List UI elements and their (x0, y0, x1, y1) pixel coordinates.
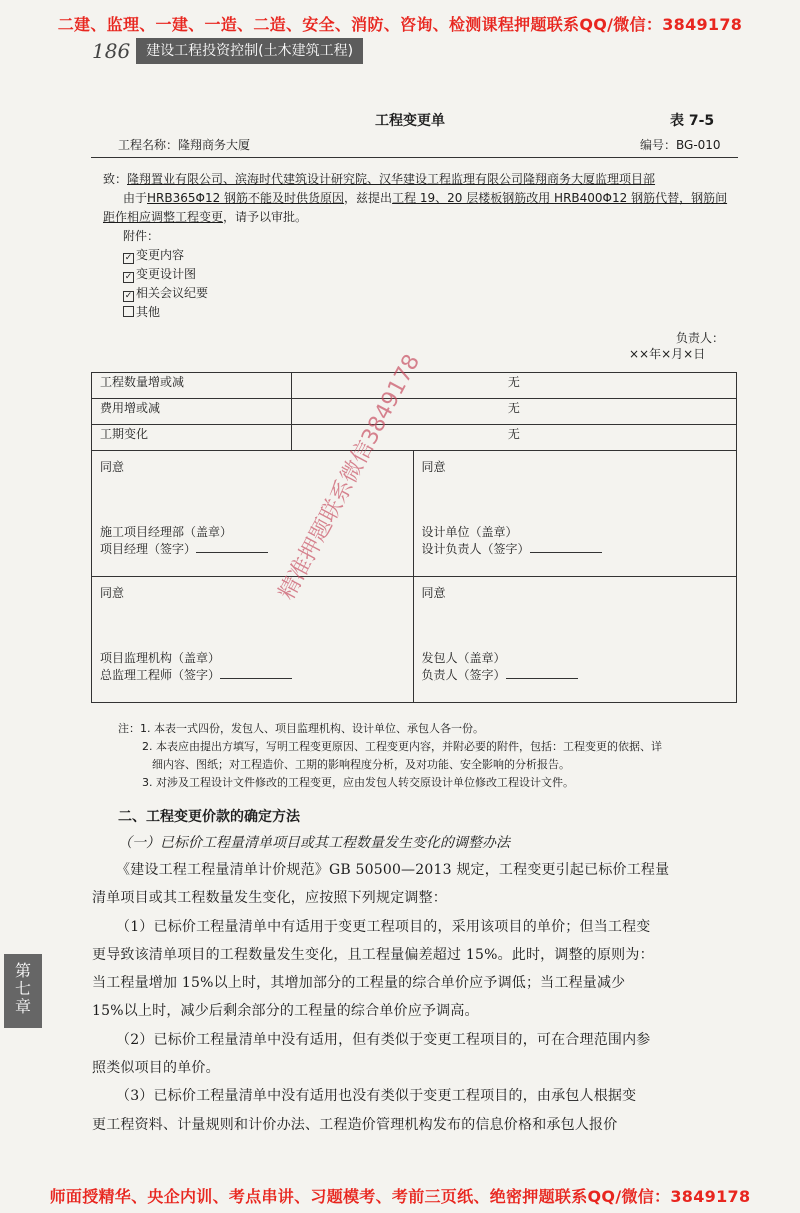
signature-label: 设计负责人（签字） (421, 542, 530, 556)
paragraph-line: 当工程量增加 15%以上时，其增加部分的工程量的综合单价应予调低；当工程量减少 (92, 975, 626, 992)
signature-line (100, 666, 292, 683)
reason-mid: ，兹提出 (344, 191, 393, 205)
attachments-label: 附件： (123, 229, 160, 243)
promo-banner-top: 二建、监理、一建、一造、二造、安全、消防、咨询、检测课程押题联系QQ/微信：3849178 (57, 15, 743, 34)
form-notes (118, 720, 748, 792)
agree-text: 同意 (100, 460, 125, 474)
attachment-label: 变更设计图 (136, 267, 197, 281)
paragraph-line: （3）已标价工程量清单中没有适用也没有类似于变更工程项目的，由承包人根据变 (116, 1088, 637, 1105)
checkbox-checked-icon: ✓ (124, 253, 133, 263)
signature-label: 项目经理（签字） (100, 542, 197, 556)
book-title: 建设工程投资控制(土木建筑工程) (136, 38, 363, 64)
reason-post: ，请予以审批。 (223, 210, 308, 224)
signature-label: 总监理工程师（签字） (100, 668, 221, 682)
attachment-item (103, 265, 743, 284)
chapter-tab-label: 第七章 (14, 961, 31, 1016)
responsible-label: 负责人： (676, 331, 725, 345)
chapter-tab (4, 954, 42, 1028)
attachment-label: 相关会议纪要 (136, 286, 209, 300)
agree-text: 同意 (421, 586, 446, 600)
row-value: 无 (291, 399, 736, 425)
reason-line-1 (103, 189, 743, 208)
note-line: 2. 本表应由提出方填写，写明工程变更原因、工程变更内容，并附必要的附件，包括：工程变更的依据、详 (142, 740, 662, 753)
reason-cause: HRB365Φ12 钢筋不能及时供货原因 (147, 191, 345, 205)
addressee-parties: 隆翔置业有限公司、滨海时代建筑设计研究院、汉华建设工程监理有限公司隆翔商务大厦监理项目部 (127, 172, 656, 186)
form-title: 工程变更单 (375, 113, 445, 129)
project-name: 工程名称：隆翔商务大厦 (118, 138, 251, 152)
paragraph-line: 清单项目或其工程数量发生变化，应按照下列规定调整： (92, 890, 447, 907)
reason-change-cont: 距作相应调整工程变更 (103, 210, 224, 224)
form-code: 编号：BG-010 (640, 138, 721, 152)
paragraph-line: 更工程资料、计量规则和计价办法、工程造价管理机构发布的信息价格和承包人报价 (92, 1116, 618, 1133)
signature-line (100, 540, 268, 557)
signature-blank (196, 541, 268, 553)
paragraph-line: 《建设工程工程量清单计价规范》GB 50500—2013 规定，工程变更引起已标价工程量 (116, 862, 670, 878)
paragraph-line: 15%以上时，减少后剩余部分的工程量的综合单价应予调高。 (92, 1003, 479, 1020)
section-heading: 二、工程变更价款的确定方法 (118, 809, 300, 825)
note-line: 3. 对涉及工程设计文件修改的工程变更，应由发包人转交原设计单位修改工程设计文件。 (142, 776, 574, 789)
attachment-item (103, 284, 743, 303)
attachment-label: 变更内容 (136, 248, 185, 262)
row-label: 工程数量增或减 (92, 373, 292, 399)
note-line: 注：1. 本表一式四份，发包人、项目监理机构、设计单位、承包人各一份。 (118, 722, 484, 735)
agree-text: 同意 (421, 460, 446, 474)
row-value: 无 (291, 373, 736, 399)
addressee-line (103, 170, 743, 189)
change-form-table (91, 372, 737, 703)
checkbox-empty-icon (123, 306, 134, 317)
form-top-rule (91, 157, 738, 158)
paragraph-line: 更导致该清单项目的工程数量发生变化，且工程量偏差超过 15%。此时，调整的原则为： (92, 946, 654, 963)
seal-label: 项目监理机构（盖章） (100, 651, 221, 665)
row-label: 工期变化 (92, 425, 292, 451)
signature-row (92, 451, 737, 577)
checkbox-checked-icon: ✓ (124, 291, 133, 301)
seal-label: 发包人（盖章） (421, 651, 506, 665)
row-label: 费用增或减 (92, 399, 292, 425)
section-body (92, 856, 752, 1139)
paragraph-line: （1）已标价工程量清单中有适用于变更工程项目的，采用该项目的单价；但当工程变 (116, 918, 651, 935)
reason-change: 工程 19、20 层楼板钢筋改用 HRB400Φ12 钢筋代替，钢筋间 (392, 191, 728, 205)
note-line: 细内容、图纸；对工程造价、工期的影响程度分析，及对功能、安全影响的分析报告。 (152, 758, 570, 771)
signature-line (422, 540, 602, 557)
signature-blank (506, 667, 578, 679)
reason-pre: 由于 (123, 191, 148, 205)
paragraph-line: （2）已标价工程量清单中没有适用，但有类似于变更工程项目的，可在合理范围内参 (116, 1031, 651, 1048)
page-number: 186 (92, 39, 131, 63)
table-row (92, 399, 737, 425)
promo-banner-bottom: 师面授精华、央企内训、考点串讲、习题模考、考前三页纸、绝密押题联系QQ/微信：3849178 (49, 1187, 751, 1206)
page-header (92, 38, 363, 64)
attachment-label: 其他 (136, 305, 161, 319)
signature-label: 负责人（签字） (421, 668, 506, 682)
row-value: 无 (291, 425, 736, 451)
signature-line (422, 666, 578, 683)
signature-blank (220, 667, 292, 679)
agree-text: 同意 (100, 586, 125, 600)
signature-row (92, 577, 737, 703)
subsection-heading: （一）已标价工程量清单项目或其工程数量发生变化的调整办法 (118, 835, 510, 851)
watermark: 精准押题联系微信3849178 (274, 350, 426, 605)
signature-block (92, 577, 414, 703)
form-date: ××年×月×日 (629, 347, 706, 361)
table-row (92, 425, 737, 451)
table-number: 表 7-5 (670, 113, 715, 129)
seal-label: 施工项目经理部（盖章） (100, 525, 233, 539)
form-body (103, 170, 743, 322)
paragraph-line: 照类似项目的单价。 (92, 1060, 220, 1077)
signature-block (413, 577, 737, 703)
checkbox-checked-icon: ✓ (124, 272, 133, 282)
signature-blank (530, 541, 602, 553)
signature-block (413, 451, 737, 577)
attachment-item (103, 303, 743, 322)
to-label: 致： (103, 172, 128, 186)
reason-line-2 (103, 208, 743, 227)
seal-label: 设计单位（盖章） (421, 525, 518, 539)
attachment-item (103, 246, 743, 265)
